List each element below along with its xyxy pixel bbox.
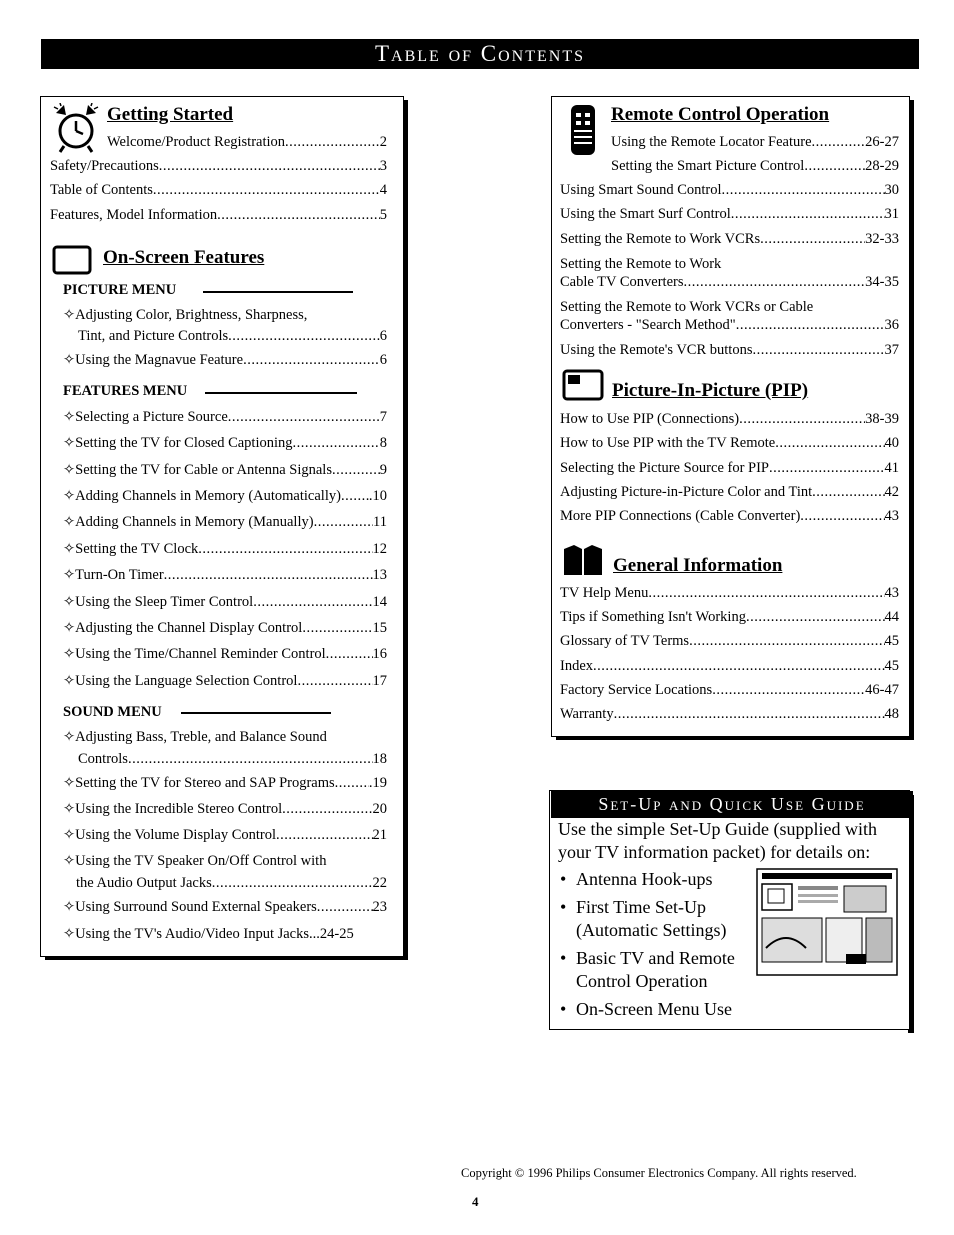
page-number: 4: [472, 1194, 479, 1209]
bullet-mark: •: [560, 897, 567, 917]
toc-entry: Using the Remote's VCR buttons ..... 37: [560, 341, 899, 359]
bullet-item-continuation: (Automatic Settings): [576, 920, 727, 940]
toc-entry: ✧Adjusting the Channel Display Control ..... 15: [63, 619, 387, 637]
toc-entry: Converters - "Search Method" ..... 36: [560, 316, 899, 334]
pip-screen-icon: [562, 369, 604, 401]
toc-entry: ✧Using the TV's Audio/Video Input Jacks ...24-25: [63, 926, 354, 942]
toc-entry: ✧Adding Channels in Memory (Manually) ..... 11: [63, 513, 387, 531]
toc-entry: ✧Using the Time/Channel Reminder Control ..... 16: [63, 645, 387, 663]
toc-entry: Setting the Remote to Work VCRs ..... 32-33: [560, 230, 899, 248]
toc-entry: the Audio Output Jacks ..... 22: [76, 874, 387, 892]
features-menu-heading: FEATURES MENU: [63, 383, 188, 399]
toc-entry: ✧Using the Incredible Stereo Control ..... 20: [63, 800, 387, 818]
toc-entry: ✧Adding Channels in Memory (Automatically) ..... .10: [63, 487, 387, 505]
bullet-item-continuation: Control Operation: [576, 971, 708, 991]
remote-control-icon: [569, 103, 597, 157]
general-info-title: General Information: [613, 555, 783, 576]
toc-entry: Adjusting Picture-in-Picture Color and Tint ..... 42: [560, 483, 899, 501]
quick-guide-intro: your TV information packet) for details on:: [558, 842, 871, 862]
toc-entry-line: Setting the Remote to Work: [560, 256, 722, 272]
toc-entry: Features, Model Information ..... 5: [50, 206, 387, 224]
toc-entry: ✧Using the Sleep Timer Control ..... 14: [63, 593, 387, 611]
toc-entry: ✧Turn-On Timer ..... 13: [63, 566, 387, 584]
bullet-item: Antenna Hook-ups: [576, 869, 713, 889]
toc-entry-line: ✧Adjusting Color, Brightness, Sharpness,: [63, 307, 308, 323]
remote-control-title: Remote Control Operation: [611, 104, 830, 125]
toc-entry: ✧Selecting a Picture Source ..... 7: [63, 408, 387, 426]
sound-menu-rule: [181, 712, 331, 714]
toc-entry: Setting the Smart Picture Control ..... 28-29: [611, 157, 899, 175]
toc-entry: How to Use PIP (Connections) ..... 38-39: [560, 410, 899, 428]
toc-entry-line: ✧Using the TV Speaker On/Off Control with: [63, 853, 327, 869]
toc-entry: Glossary of TV Terms ..... 45: [560, 632, 899, 650]
toc-entry: Table of Contents ..... 4: [50, 181, 387, 199]
toc-entry: ✧Using the Volume Display Control ..... 21: [63, 826, 387, 844]
toc-entry: ✧Using the Magnavue Feature ..... 6: [63, 351, 387, 369]
toc-entry: Tint, and Picture Controls ..... 6: [78, 327, 387, 345]
getting-started-title: Getting Started: [107, 104, 234, 125]
setup-guide-thumbnail-icon: [756, 868, 898, 976]
toc-entry: Using Smart Sound Control ..... 30: [560, 181, 899, 199]
alarm-clock-icon: [52, 103, 100, 153]
bullet-mark: •: [560, 869, 567, 889]
quick-guide-title: Set-Up and Quick Use Guide: [551, 791, 913, 818]
toc-entry: How to Use PIP with the TV Remote ..... 40: [560, 434, 899, 452]
bullet-mark: •: [560, 999, 567, 1019]
toc-entry: ✧Setting the TV for Closed Captioning ..... 8: [63, 434, 387, 452]
picture-menu-heading: PICTURE MENU: [63, 282, 177, 298]
toc-entry: Controls ..... 18: [78, 750, 387, 768]
toc-entry: Cable TV Converters ..... 34-35: [560, 273, 899, 291]
page-banner: Table of Contents: [41, 39, 919, 69]
toc-entry: TV Help Menu ..... 43: [560, 584, 899, 602]
picture-menu-rule: [203, 291, 353, 293]
toc-entry-line: ✧Adjusting Bass, Treble, and Balance Sound: [63, 729, 327, 745]
toc-entry-line: Setting the Remote to Work VCRs or Cable: [560, 299, 814, 315]
toc-entry: Factory Service Locations ..... 46-47: [560, 681, 899, 699]
toc-entry: ✧Using Surround Sound External Speakers ..... 23: [63, 898, 387, 916]
toc-entry: Safety/Precautions ..... 3: [50, 157, 387, 175]
toc-entry: Selecting the Picture Source for PIP ..... 41: [560, 459, 899, 477]
toc-entry: Welcome/Product Registration ..... 2: [107, 133, 387, 151]
copyright-notice: Copyright © 1996 Philips Consumer Electronics Company. All rights reserved.: [461, 1166, 857, 1180]
tv-screen-icon: [52, 245, 92, 275]
open-book-icon: [562, 543, 604, 577]
quick-guide-intro: Use the simple Set-Up Guide (supplied with: [558, 819, 877, 839]
toc-entry: Warranty ..... 48: [560, 705, 899, 723]
pip-title: Picture-In-Picture (PIP): [612, 380, 809, 401]
bullet-item: On-Screen Menu Use: [576, 999, 732, 1019]
toc-entry: Using the Smart Surf Control ..... 31: [560, 205, 899, 223]
toc-entry: ✧Using the Language Selection Control ..... 17: [63, 672, 387, 690]
sound-menu-heading: SOUND MENU: [63, 704, 162, 720]
features-menu-rule: [205, 392, 357, 394]
toc-entry: More PIP Connections (Cable Converter) ..... 43: [560, 507, 899, 525]
toc-entry: ✧Setting the TV for Stereo and SAP Programs ..... .19: [63, 774, 387, 792]
toc-entry: Tips if Something Isn't Working ..... 44: [560, 608, 899, 626]
bullet-mark: •: [560, 948, 567, 968]
toc-entry: ✧Setting the TV for Cable or Antenna Signals ..... 9: [63, 461, 387, 479]
toc-entry: Index ..... 45: [560, 657, 899, 675]
toc-entry: Using the Remote Locator Feature ..... 26-27: [611, 133, 899, 151]
bullet-item: First Time Set-Up: [576, 897, 707, 917]
bullet-item: Basic TV and Remote: [576, 948, 735, 968]
onscreen-features-title: On-Screen Features: [103, 247, 265, 268]
toc-entry: ✧Setting the TV Clock ..... 12: [63, 540, 387, 558]
